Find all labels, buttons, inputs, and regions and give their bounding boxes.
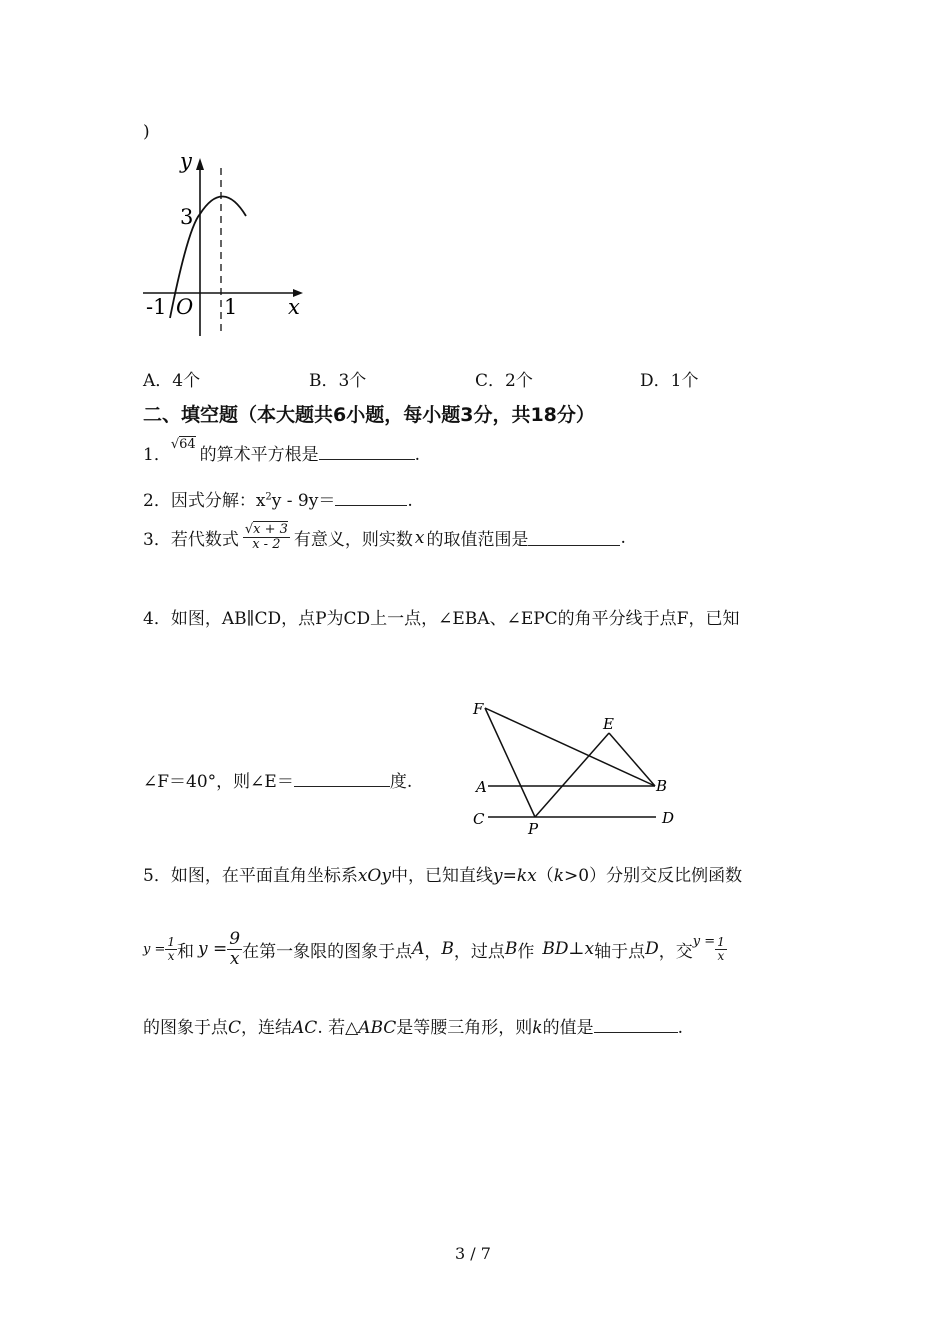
question-3: 3．若代数式 $\frac{√x + 3}{x - 2}$ 有意义，则实数 x 的取值范围是 . [143,522,626,553]
segment-FB [485,708,655,786]
choice-d: D．1个 [640,371,699,391]
fraction-1-over-x-2: $\frac{1}{x}$ [717,934,725,963]
choice-b: B．3个 [309,371,367,391]
question-4-line1: 4．如图，AB∥CD，点P为CD上一点，∠EBA、∠EPC的角平分线于点F，已知 [143,609,740,629]
q2-answer-blank[interactable] [335,489,407,506]
label-neg1: -1 [146,295,167,319]
point-A-label: A [476,778,487,796]
page-number: 3 / 7 [455,1244,491,1263]
segment-EB [609,733,655,786]
section-heading: 二、填空题（本大题共6小题，每小题3分，共18分） [143,404,595,426]
x-label: x [288,295,300,319]
choice-c: C．2个 [475,371,533,391]
question-5-line1: 5．如图，在平面直角坐标系xOy中，已知直线y=kx（k>0）分别交反比例函数 [143,866,743,886]
label-3: 3 [180,205,194,229]
choice-a: A．4个 [143,371,201,391]
q5-answer-blank[interactable] [594,1016,678,1033]
q3-fraction: $\frac{√x + 3}{x - 2}$ [244,522,288,553]
point-D-label: D [662,809,675,827]
q4-answer-blank[interactable] [294,770,390,787]
point-P-label: P [528,820,539,838]
geometry-figure-4 [468,696,688,841]
top-paren: ) [143,122,150,142]
sqrt-64: √64 [170,437,196,452]
parabola-graph [138,148,313,343]
segment-PE [535,733,609,817]
point-B-label: B [656,777,668,795]
label-1: 1 [224,295,238,319]
q1-number: 1． [143,445,171,465]
point-E-label: E [603,715,614,733]
point-C-label: C [473,810,485,828]
q3-answer-blank[interactable] [528,529,620,546]
y-label: y [180,149,192,173]
question-2: 2．因式分解：$x^2y - 9y=$ . [143,491,413,511]
question-5-line3: 的图象于点C，连结AC. 若△ABC是等腰三角形，则k的值是 . [143,1018,684,1038]
question-1: 1．√64的算术平方根是 . [143,437,421,465]
q1-text: 的算术平方根是 [199,445,319,465]
q1-answer-blank[interactable] [319,443,415,460]
question-4-line2: ∠F＝40°，则∠E＝ 度. [143,772,413,792]
point-F-label: F [473,700,484,718]
fraction-1-over-x: $\frac{1}{x}$ [167,934,176,963]
label-origin: O [176,295,194,319]
fraction-9-over-x: $\frac{9}{x}$ [229,929,241,969]
y-axis-arrow [196,158,204,170]
question-5-line2: y = $\frac{1}{x}$ 和 y = $\frac{9}{x}$ 在第一象限的图象于点 A ， B ，过点 B 作 BD ⊥ x 轴于点 D ，交 y = $\frac{1}{x}$ [143,929,725,969]
segment-FP [485,708,535,817]
